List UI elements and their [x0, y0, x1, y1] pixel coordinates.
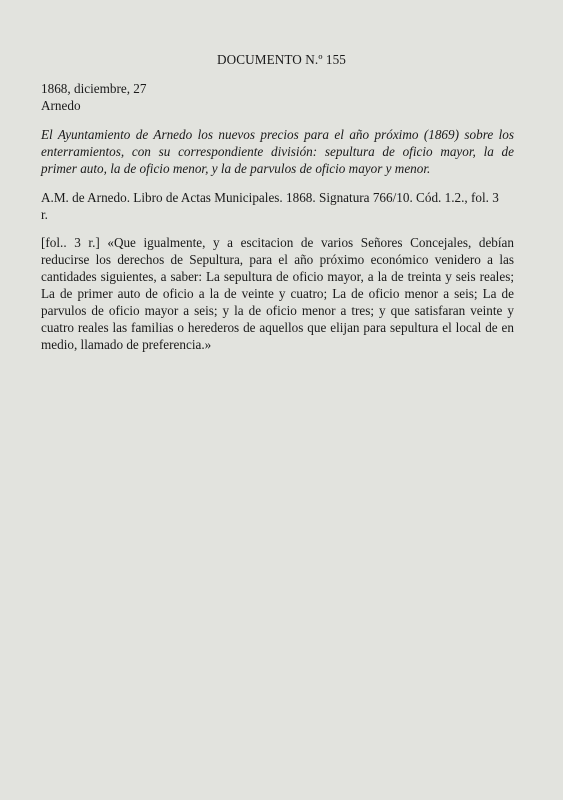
- transcription-line: medio, llamado de preferencia.»: [41, 337, 212, 352]
- source-line: A.M. de Arnedo. Libro de Actas Municipales. 1868. Signatura 766/10. Cód. 1.2., fol. 3: [41, 190, 499, 205]
- transcription: [41, 234, 514, 353]
- document-summary: [41, 126, 514, 177]
- document-place: Arnedo: [41, 98, 81, 113]
- summary-line: El Ayuntamiento de Arnedo los nuevos precios para el año próximo (1869) sobre los: [41, 127, 514, 142]
- transcription-line: cuatro reales las familias o herederos de aquellos que elijan para sepultura el local de en: [41, 320, 514, 335]
- transcription-line: [fol.. 3 r.] «Que igualmente, y a escitacion de varios Señores Concejales, debían: [41, 235, 514, 250]
- transcription-line: La de primer auto de oficio a la de veinte y cuatro; La de oficio menor a seis; La de: [41, 286, 514, 301]
- summary-line: enterramientos, con su correspondiente división: sepultura de oficio mayor, la de: [41, 144, 514, 159]
- archival-source: [41, 189, 514, 223]
- transcription-line: parvulos de oficio mayor a seis; y la de oficio menor a tres; y que satisfaran veinte y: [41, 303, 514, 318]
- source-line: r.: [41, 207, 48, 222]
- document-date: 1868, diciembre, 27: [41, 81, 147, 96]
- document-title: DOCUMENTO N.º 155: [217, 52, 346, 67]
- summary-line: primer auto, la de oficio menor, y la de parvulos de oficio mayor y menor.: [41, 161, 431, 176]
- transcription-line: reducirse los derechos de Sepultura, para el año próximo económico venidero a las: [41, 252, 514, 267]
- date-place-block: [41, 80, 514, 114]
- transcription-line: cantidades siguientes, a saber: La sepultura de oficio mayor, a la de treinta y seis reales;: [41, 269, 514, 284]
